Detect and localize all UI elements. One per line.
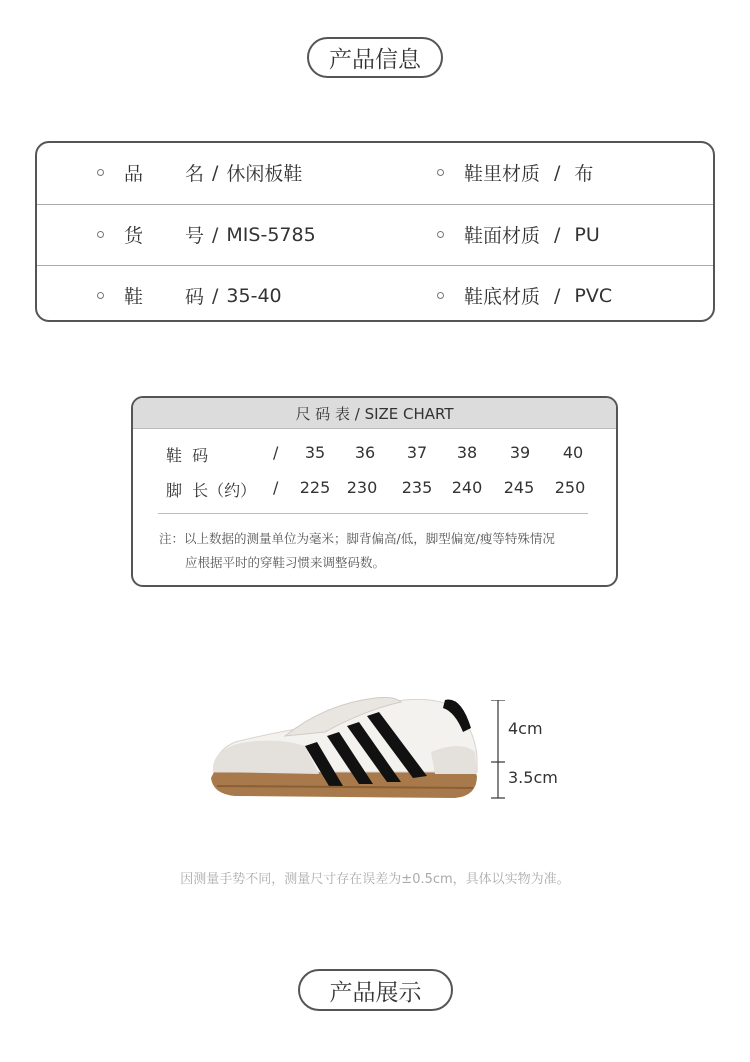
info-label-char: 码 — [184, 286, 204, 308]
separator: / — [273, 478, 279, 497]
lining-label: 鞋里材质 — [464, 163, 541, 185]
size-value: 37 — [406, 443, 428, 462]
separator: / — [554, 284, 561, 307]
length-value: 230 — [346, 478, 378, 497]
product-name-value: 休闲板鞋 — [226, 163, 303, 185]
size-value: 39 — [509, 443, 531, 462]
size-label: 鞋 码 — [166, 446, 209, 465]
length-value: 225 — [299, 478, 331, 497]
size-value: 36 — [354, 443, 376, 462]
size-chart — [131, 396, 618, 587]
divider — [158, 513, 588, 514]
heel-suede — [431, 746, 477, 774]
upper-material-value: PU — [574, 223, 600, 246]
product-info-title: 产品信息 — [307, 37, 443, 78]
separator: / — [212, 223, 219, 246]
bullet-icon — [437, 231, 444, 238]
info-label-char: 鞋 — [124, 286, 144, 308]
size-row — [133, 438, 616, 468]
size-note — [159, 527, 599, 575]
size-range-value: 35-40 — [226, 284, 282, 307]
bullet-icon — [437, 292, 444, 299]
size-chart-title: 尺 码 表 / SIZE CHART — [133, 398, 616, 429]
length-value: 235 — [401, 478, 433, 497]
length-value: 250 — [554, 478, 586, 497]
sole-height-label: 3.5cm — [508, 768, 558, 787]
separator: / — [273, 443, 279, 462]
size-value: 38 — [456, 443, 478, 462]
measurement-footnote: 因测量手势不同，测量尺寸存在误差为±0.5cm，具体以实物为准。 — [180, 872, 570, 887]
lining-value: 布 — [574, 163, 594, 185]
length-row — [133, 473, 616, 503]
info-row — [37, 265, 713, 322]
info-row — [37, 204, 713, 264]
upper-height-label: 4cm — [508, 719, 543, 738]
info-label-char: 品 — [124, 163, 144, 185]
sneaker-illustration — [205, 690, 485, 805]
bullet-icon — [97, 231, 104, 238]
info-row — [37, 143, 713, 202]
dimension-marker — [488, 700, 508, 800]
separator: / — [212, 161, 219, 184]
bullet-icon — [437, 169, 444, 176]
bullet-icon — [97, 169, 104, 176]
length-value: 240 — [451, 478, 483, 497]
separator: / — [554, 223, 561, 246]
sole-material-value: PVC — [574, 284, 613, 307]
info-label-char: 名 — [184, 163, 204, 185]
note-line: 应根据平时的穿鞋习惯来调整码数。 — [185, 555, 386, 570]
sole-material-label: 鞋底材质 — [464, 286, 541, 308]
info-label-char: 号 — [184, 225, 204, 247]
separator: / — [212, 284, 219, 307]
length-label: 脚 长（约） — [166, 481, 257, 500]
size-value: 35 — [304, 443, 326, 462]
note-line: 注：以上数据的测量单位为毫米；脚背偏高/低，脚型偏宽/瘦等特殊情况 — [159, 531, 555, 546]
info-label-char: 货 — [124, 225, 144, 247]
shoe-image — [205, 690, 485, 805]
bullet-icon — [97, 292, 104, 299]
product-info-table — [35, 141, 715, 322]
separator: / — [554, 161, 561, 184]
length-value: 245 — [503, 478, 535, 497]
upper-material-label: 鞋面材质 — [464, 225, 541, 247]
item-number-value: MIS-5785 — [226, 223, 316, 246]
size-value: 40 — [562, 443, 584, 462]
product-show-title: 产品展示 — [298, 969, 453, 1011]
